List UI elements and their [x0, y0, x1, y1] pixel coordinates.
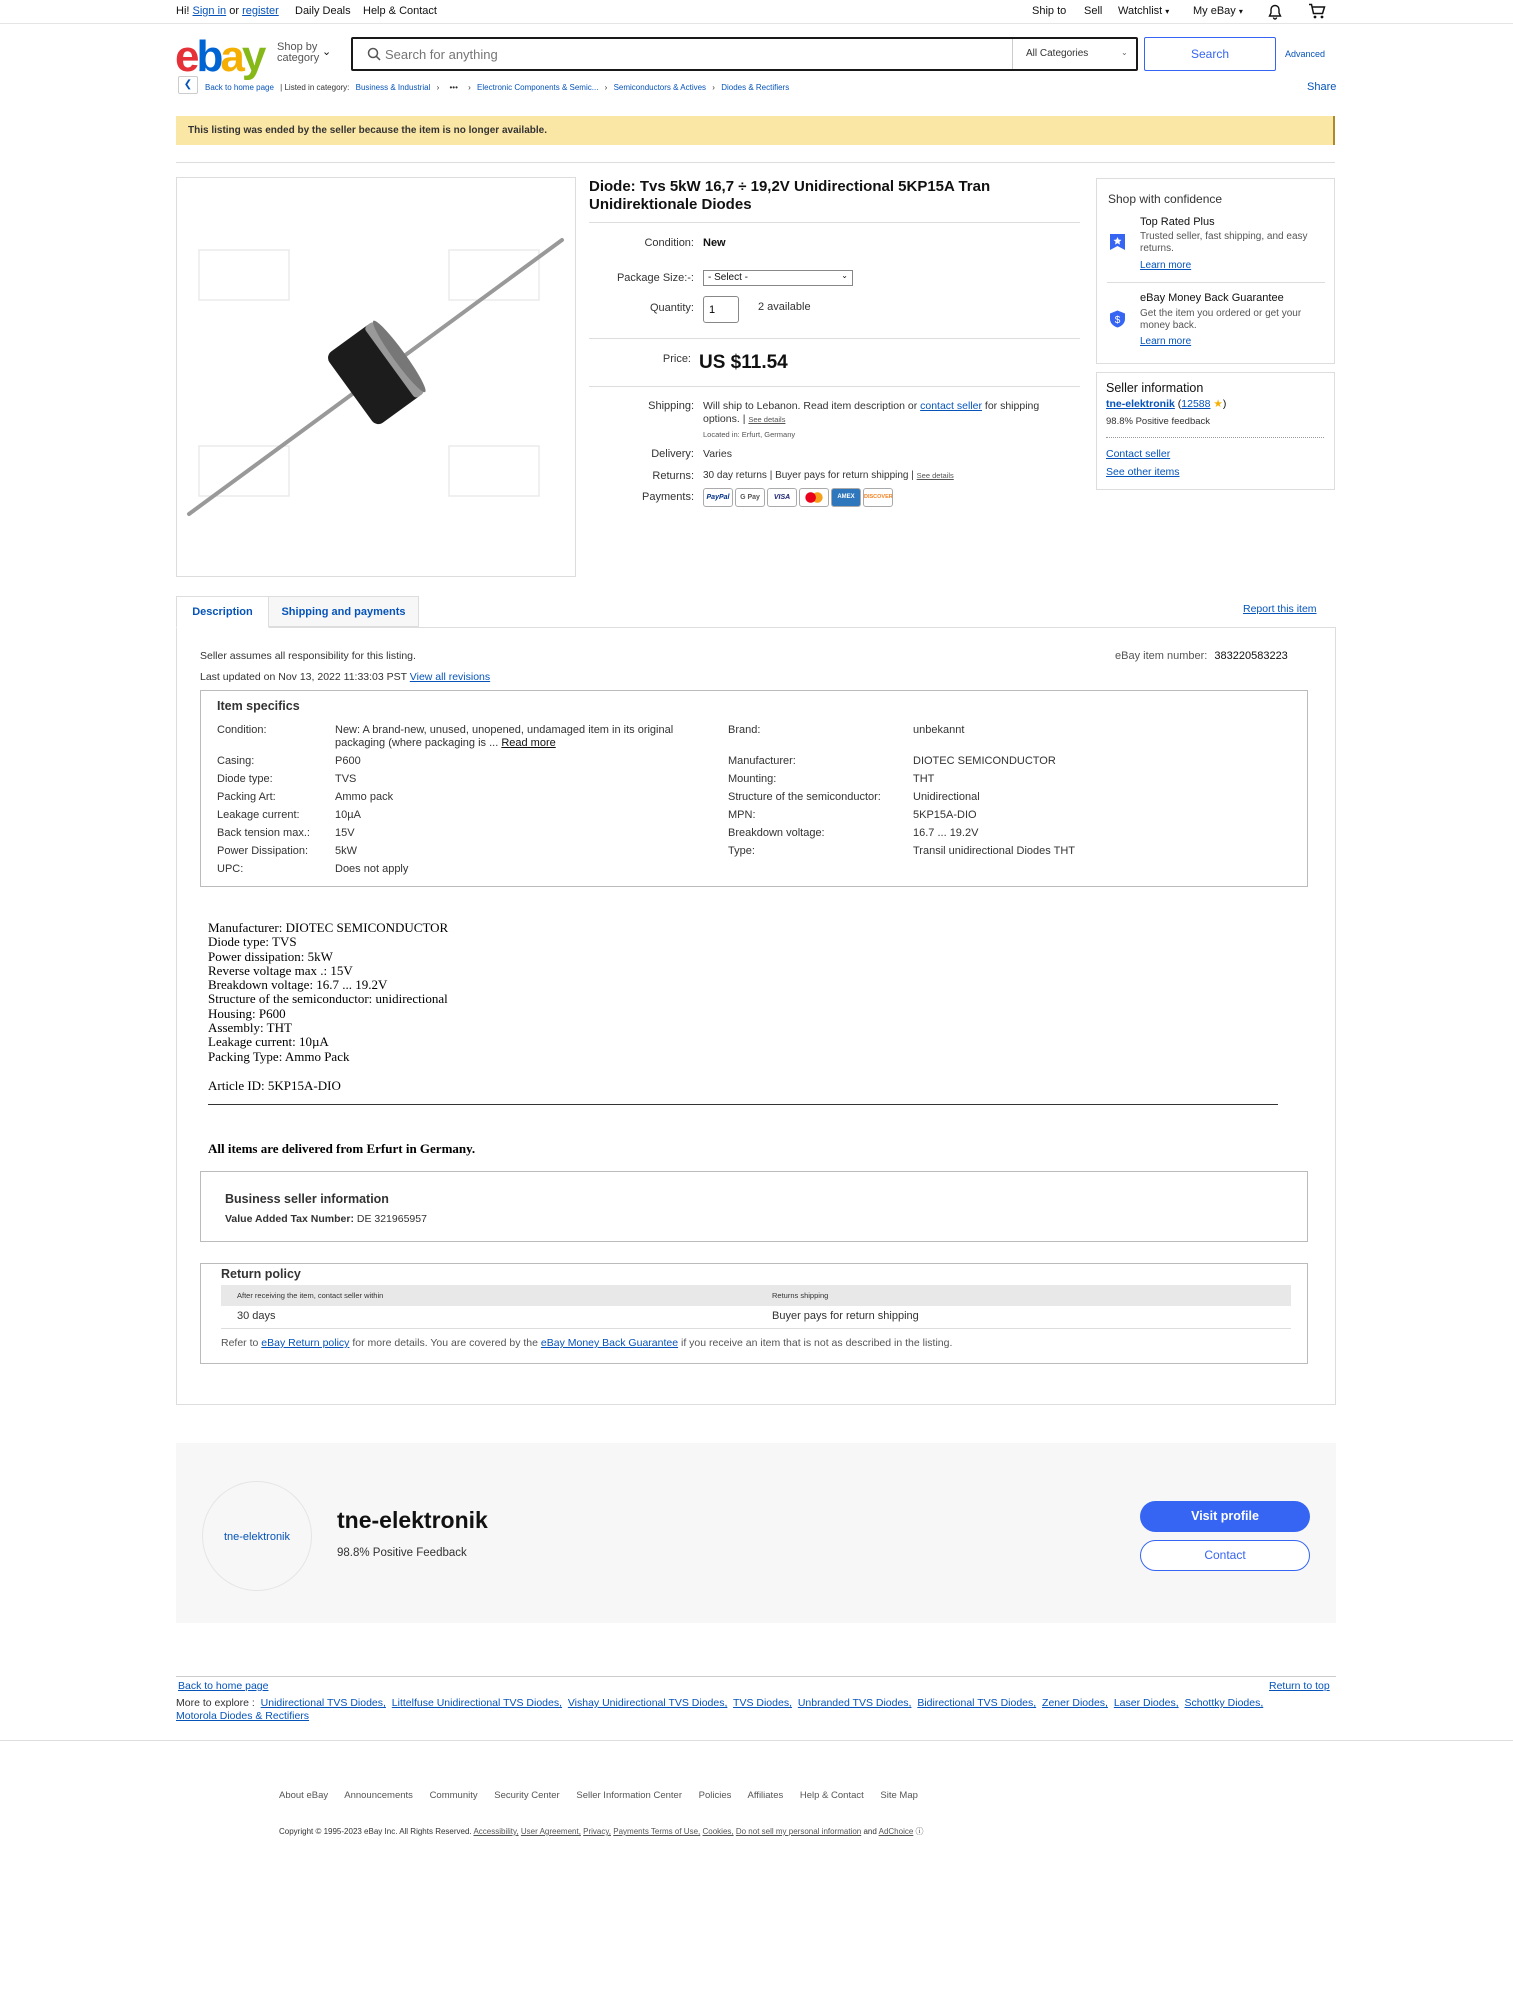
- divider: [589, 386, 1080, 387]
- shop-with-confidence: [1096, 178, 1335, 364]
- last-updated: Last updated on Nov 13, 2022 11:33:03 PST View all revisions: [200, 671, 491, 683]
- divider: [589, 338, 1080, 339]
- search-icon: [367, 47, 381, 61]
- explore-link[interactable]: Schottky Diodes,: [1184, 1697, 1264, 1709]
- spec-value: DIOTEC SEMICONDUCTOR: [913, 755, 1056, 767]
- sell-link[interactable]: Sell: [1084, 5, 1103, 17]
- payment-methods: [703, 488, 895, 507]
- svg-text:$: $: [1114, 315, 1121, 326]
- footer-links: [279, 1790, 918, 1801]
- spec-value: 15V: [335, 827, 355, 839]
- footer-link[interactable]: Site Map: [880, 1790, 918, 1801]
- spec-label: Mounting:: [728, 773, 777, 785]
- item-location: Located in: Erfurt, Germany: [703, 430, 796, 439]
- advanced-search-link[interactable]: Advanced: [1285, 49, 1326, 59]
- notification-bell-icon[interactable]: [1267, 4, 1283, 20]
- my-ebay-link[interactable]: My eBay ▾: [1193, 5, 1243, 17]
- spec-value: Unidirectional: [913, 791, 980, 803]
- package-size-label: Package Size:-:: [616, 272, 694, 284]
- item-specifics-title: Item specifics: [217, 699, 300, 713]
- divider: [1106, 437, 1324, 438]
- divider: [221, 1328, 1291, 1329]
- star-icon: ★: [1213, 398, 1223, 410]
- price-label: Price:: [662, 353, 691, 365]
- spec-value: 16.7 ... 19.2V: [913, 827, 979, 839]
- legal-link[interactable]: Payments Terms of Use,: [613, 1827, 701, 1836]
- return-shipping: Buyer pays for return shipping: [772, 1310, 919, 1322]
- spec-label: Type:: [728, 845, 755, 857]
- return-policy: [200, 1263, 1308, 1364]
- breadcrumb-item[interactable]: Business & Industrial: [355, 83, 431, 92]
- explore-link[interactable]: Vishay Unidirectional TVS Diodes,: [567, 1697, 728, 1709]
- spec-value: THT: [913, 773, 935, 785]
- copyright: Copyright © 1995-2023 eBay Inc. All Rights Reserved. Accessibility, User Agreement, Privacy, Payments Terms of Use, Cookies, Do not sell my personal information and AdChoice ⓘ: [279, 1827, 924, 1836]
- return-policy-title: Return policy: [221, 1267, 301, 1281]
- spec-value: Does not apply: [335, 863, 409, 875]
- price-value: US $11.54: [699, 352, 788, 373]
- contact-seller-link[interactable]: contact seller: [920, 400, 982, 412]
- spec-value: TVS: [335, 773, 357, 785]
- explore-link[interactable]: Unidirectional TVS Diodes,: [260, 1697, 386, 1709]
- return-window: 30 days: [237, 1310, 276, 1322]
- search-bar: [351, 37, 1138, 71]
- footer-link[interactable]: About eBay: [279, 1790, 329, 1801]
- money-back-learn-more[interactable]: Learn more: [1140, 336, 1192, 347]
- spec-label: MPN:: [728, 809, 756, 821]
- money-back-desc: Get the item you ordered or get your money back.: [1140, 308, 1302, 331]
- spec-label: Leakage current:: [217, 809, 300, 821]
- spec-label: Breakdown voltage:: [728, 827, 825, 839]
- view-revisions-link[interactable]: View all revisions: [409, 671, 491, 683]
- spec-label: Condition:: [217, 724, 267, 736]
- article-id: Article ID: 5KP15A-DIO: [208, 1078, 341, 1093]
- category-select[interactable]: All Categories ⌄: [1012, 39, 1136, 69]
- contact-seller-link[interactable]: Contact seller: [1106, 448, 1171, 460]
- chevron-right-icon: ›: [712, 83, 715, 92]
- see-other-items-link[interactable]: See other items: [1106, 466, 1180, 478]
- contact-button[interactable]: Contact: [1140, 1540, 1310, 1571]
- diode-image: [177, 178, 575, 576]
- tab-shipping-payments[interactable]: Shipping and payments: [269, 596, 419, 627]
- discover-icon: DISCOVER: [863, 488, 893, 507]
- daily-deals-link[interactable]: Daily Deals: [295, 5, 351, 17]
- top-rated-learn-more[interactable]: Learn more: [1140, 260, 1192, 271]
- cart-icon[interactable]: [1308, 3, 1326, 20]
- vat-number: Value Added Tax Number: DE 321965957: [225, 1213, 427, 1225]
- divider: [176, 162, 1335, 163]
- paypal-icon: PayPal: [703, 488, 733, 507]
- legal-link[interactable]: User Agreement,: [520, 1827, 581, 1836]
- back-home-link[interactable]: Back to home page: [205, 83, 274, 92]
- business-seller-info: [200, 1171, 1308, 1242]
- footer-link[interactable]: Affiliates: [747, 1790, 784, 1801]
- confidence-title: Shop with confidence: [1108, 192, 1223, 206]
- read-more-link[interactable]: Read more: [501, 737, 556, 749]
- top-bar: [0, 0, 1513, 24]
- shipping-see-details-link[interactable]: See details: [748, 415, 786, 424]
- divider: [208, 1104, 1278, 1105]
- product-image[interactable]: [176, 177, 576, 577]
- spec-label: Packing Art:: [217, 791, 276, 803]
- returns-value: 30 day returns | Buyer pays for return shipping | See details: [703, 470, 954, 481]
- spec-value: unbekannt: [913, 724, 965, 736]
- adchoice-link[interactable]: AdChoice: [878, 1827, 914, 1836]
- delivery-value: Varies: [703, 448, 732, 460]
- chevron-down-icon: ▾: [1165, 7, 1170, 16]
- spec-value: 10µA: [335, 809, 361, 821]
- spec-value: New: A brand-new, unused, unopened, undamaged item in its original packaging (where packaging is ... Read more: [335, 724, 674, 749]
- spec-value: 5kW: [335, 845, 357, 857]
- report-item-link[interactable]: Report this item: [1243, 603, 1317, 615]
- shop-by-category[interactable]: Shop by category: [277, 41, 320, 64]
- footer-link[interactable]: Policies: [698, 1790, 732, 1801]
- register-link[interactable]: register: [242, 5, 279, 17]
- explore-link[interactable]: Laser Diodes,: [1113, 1697, 1179, 1709]
- spec-label: Brand:: [728, 724, 761, 736]
- breadcrumb: Back to home page | Listed in category: Business & Industrial › ••• › Electronic Components & Semic... › Semiconductors & Actives › Diodes & Rectifiers: [205, 83, 790, 92]
- delivery-label: Delivery:: [651, 448, 694, 460]
- explore-link[interactable]: Motorola Diodes & Rectifiers: [176, 1710, 310, 1722]
- chevron-right-icon: ›: [436, 83, 440, 92]
- return-col-header: After receiving the item, contact seller within: [237, 1291, 384, 1300]
- return-to-top-link[interactable]: Return to top: [1269, 1680, 1330, 1692]
- top-rated-badge-icon: [1109, 233, 1126, 252]
- return-policy-link[interactable]: eBay Return policy: [261, 1337, 350, 1349]
- breadcrumb-item[interactable]: Diodes & Rectifiers: [721, 83, 790, 92]
- spec-label: Casing:: [217, 755, 255, 767]
- legal-link[interactable]: Privacy,: [583, 1827, 612, 1836]
- condition-label: Condition:: [644, 237, 694, 249]
- legal-link[interactable]: Cookies,: [702, 1827, 734, 1836]
- seller-information-box: [1096, 372, 1335, 490]
- available-count: 2 available: [758, 301, 811, 313]
- top-rated-title: Top Rated Plus: [1140, 216, 1215, 228]
- chevron-down-icon: ⌄: [841, 271, 848, 280]
- seller-avatar[interactable]: tne-elektronik: [202, 1481, 312, 1591]
- spec-label: Diode type:: [217, 773, 273, 785]
- quantity-label: Quantity:: [649, 302, 694, 314]
- visa-icon: VISA: [767, 488, 797, 507]
- mastercard-icon: [799, 488, 829, 507]
- share-link[interactable]: Share: [1307, 81, 1337, 93]
- delivered-from: All items are delivered from Erfurt in Germany.: [208, 1141, 476, 1156]
- sign-in-link[interactable]: Sign in: [192, 5, 227, 17]
- back-arrow-icon[interactable]: ❮: [178, 76, 198, 94]
- chevron-right-icon: ›: [604, 83, 608, 92]
- return-col-header: Returns shipping: [772, 1291, 829, 1300]
- chevron-right-icon: ›: [468, 83, 471, 92]
- spec-label: Manufacturer:: [728, 755, 796, 767]
- money-back-guarantee-link[interactable]: eBay Money Back Guarantee: [540, 1337, 679, 1349]
- return-policy-note: Refer to eBay Return policy for more details. You are covered by the eBay Money Back Guarantee if you receive an item that is not as described in the listing.: [221, 1337, 953, 1349]
- watchlist-link[interactable]: Watchlist ▾: [1118, 5, 1170, 17]
- seller-card-name[interactable]: tne-elektronik: [337, 1507, 488, 1533]
- search-button[interactable]: Search: [1144, 37, 1276, 71]
- payments-label: Payments:: [642, 491, 694, 503]
- search-input[interactable]: [385, 44, 855, 64]
- spec-label: Structure of the semiconductor:: [728, 791, 881, 803]
- divider: [1107, 282, 1325, 283]
- amex-icon: AMEX: [831, 488, 861, 507]
- seller-card-feedback: 98.8% Positive Feedback: [337, 1547, 467, 1559]
- spec-value: Transil unidirectional Diodes THT: [913, 845, 1076, 857]
- divider: [176, 1676, 1336, 1677]
- help-contact-link[interactable]: Help & Contact: [363, 5, 437, 17]
- breadcrumb-item[interactable]: Semiconductors & Actives: [613, 83, 707, 92]
- seller-feedback: 98.8% Positive feedback: [1106, 416, 1211, 427]
- business-seller-title: Business seller information: [225, 1192, 389, 1206]
- breadcrumb-ellipsis[interactable]: •••: [449, 83, 458, 92]
- spec-label: UPC:: [217, 863, 244, 875]
- footer-link[interactable]: Help & Contact: [799, 1790, 864, 1801]
- spec-value: 5KP15A-DIO: [913, 809, 977, 821]
- explore-link[interactable]: Littelfuse Unidirectional TVS Diodes,: [391, 1697, 563, 1709]
- divider: [589, 222, 1080, 223]
- seller-name-link[interactable]: tne-elektronik: [1106, 398, 1175, 410]
- spec-label: Power Dissipation:: [217, 845, 309, 857]
- explore-link[interactable]: Zener Diodes,: [1042, 1697, 1108, 1709]
- explore-link[interactable]: TVS Diodes,: [733, 1697, 792, 1709]
- returns-see-details-link[interactable]: See details: [916, 471, 954, 480]
- condition-value: New: [703, 237, 726, 249]
- item-number: eBay item number: 383220583223: [1115, 650, 1288, 662]
- shipping-label: Shipping:: [648, 400, 694, 412]
- top-rated-desc: Trusted seller, fast shipping, and easy returns.: [1140, 231, 1308, 254]
- footer-link[interactable]: Community: [429, 1790, 478, 1801]
- explore-link[interactable]: Bidirectional TVS Diodes,: [917, 1697, 1037, 1709]
- seller-responsibility: Seller assumes all responsibility for this listing.: [200, 650, 416, 662]
- spec-value: Ammo pack: [335, 791, 394, 803]
- footer-link[interactable]: Seller Information Center: [576, 1790, 682, 1801]
- divider: [0, 1740, 1513, 1741]
- legal-link[interactable]: Do not sell my personal information: [735, 1827, 862, 1836]
- ebay-logo[interactable]: ebay: [175, 32, 264, 81]
- more-to-explore: More to explore : Unidirectional TVS Diodes, Littelfuse Unidirectional TVS Diodes, Vishay Unidirectional TVS Diodes, TVS Diodes, Unbranded TVS Diodes, Bidirectional TVS Diodes, Zener Diodes, Laser Diodes, Schottky Diodes, Motorola Diodes & Rectifiers: [176, 1697, 1264, 1722]
- footer-link[interactable]: Announcements: [344, 1790, 413, 1801]
- chevron-down-icon: ▾: [1238, 7, 1243, 16]
- google-pay-icon: G Pay: [735, 488, 765, 507]
- seller-name-row: tne-elektronik (12588 ★): [1106, 398, 1227, 410]
- back-home-bottom-link[interactable]: Back to home page: [178, 1680, 269, 1692]
- visit-profile-button[interactable]: Visit profile: [1140, 1501, 1310, 1532]
- greeting: Hi! Sign in or register: [176, 5, 279, 17]
- money-back-title: eBay Money Back Guarantee: [1140, 292, 1284, 304]
- feedback-score-link[interactable]: 12588: [1181, 398, 1211, 410]
- ship-to-link[interactable]: Ship to: [1032, 5, 1067, 17]
- item-title: Diode: Tvs 5kW 16,7 ÷ 19,2V Unidirectional 5KP15A Tran Unidirektionale Diodes: [589, 178, 991, 213]
- chevron-down-icon: ⌄: [322, 46, 332, 58]
- chevron-down-icon: ⌄: [1121, 48, 1128, 57]
- item-specifics: [200, 690, 1308, 887]
- legal-link[interactable]: Accessibility,: [473, 1827, 519, 1836]
- return-policy-header: [221, 1285, 1291, 1306]
- shipping-value: Will ship to Lebanon. Read item description or contact seller for shipping options. | See details Located in: Erfurt, Germany: [703, 400, 1073, 441]
- spec-value: P600: [335, 755, 361, 767]
- seller-card: [176, 1443, 1336, 1623]
- spec-label: Back tension max.:: [217, 827, 310, 839]
- footer-link[interactable]: Security Center: [494, 1790, 560, 1801]
- quantity-input[interactable]: [703, 296, 739, 323]
- returns-label: Returns:: [652, 470, 694, 482]
- seller-info-title: Seller information: [1106, 381, 1204, 395]
- tab-description[interactable]: Description: [176, 596, 269, 628]
- info-icon: ⓘ: [915, 1827, 924, 1836]
- breadcrumb-item[interactable]: Electronic Components & Semic...: [477, 83, 599, 92]
- money-back-shield-icon: [1109, 310, 1126, 328]
- listing-ended-alert: This listing was ended by the seller because the item is no longer available.: [176, 116, 1335, 145]
- seller-description: Manufacturer: DIOTEC SEMICONDUCTOR Diode type: TVS Power dissipation: 5kW Reverse voltage max .: 15V Breakdown voltage: 16.7 ... 19.2V Structure of the semiconductor: unidirectional Housing: P600 Assembly: THT Leakage current: 10µA Packing Type: Ammo Pack: [208, 920, 449, 1064]
- package-size-select[interactable]: - Select - ⌄: [703, 270, 853, 286]
- explore-link[interactable]: Unbranded TVS Diodes,: [797, 1697, 912, 1709]
